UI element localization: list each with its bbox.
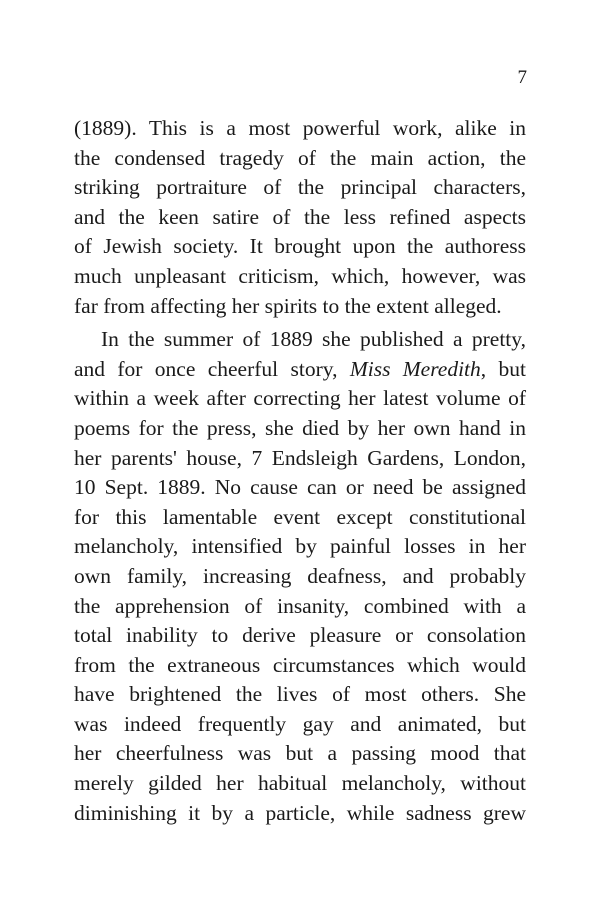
- text-line: (1889). This is a most powerful work, alike in: [74, 116, 526, 140]
- text-line: merely gilded her habitual melancholy, without: [74, 771, 526, 796]
- text-line: and the keen satire of the less refined aspects: [74, 204, 526, 229]
- text-line: the condensed tragedy of the main action, the: [74, 145, 526, 170]
- text-line: 10 Sept. 1889. No cause can or need be assigned: [74, 475, 526, 500]
- book-title: Miss Meredith: [349, 356, 481, 381]
- text-line: In the summer of 1889 she published a pretty,: [101, 327, 526, 352]
- text-line: for this lamentable event except constitutional: [74, 504, 526, 529]
- text-line: her cheerfulness was but a passing mood that: [74, 741, 526, 766]
- text-line: striking portraiture of the principal characters,: [74, 175, 526, 200]
- text-line: of Jewish society. It brought upon the authoress: [74, 234, 526, 259]
- text-segment: , but: [480, 356, 526, 381]
- text-line: diminishing it by a particle, while sadness grew: [74, 800, 526, 825]
- text-line: the apprehension of insanity, combined with a: [74, 593, 526, 618]
- text-line: within a week after correcting her latest volume of: [74, 386, 526, 411]
- body-text: [74, 114, 526, 828]
- text-line: melancholy, intensified by painful losses in her: [74, 534, 526, 559]
- text-line: far from affecting her spirits to the extent alleged.: [74, 293, 502, 318]
- text-line: own family, increasing deafness, and probably: [74, 563, 526, 588]
- text-line: [74, 355, 526, 385]
- paragraph-1: [74, 114, 526, 321]
- text-line: her parents' house, 7 Endsleigh Gardens, London,: [74, 445, 526, 470]
- text-line: was indeed frequently gay and animated, but: [74, 711, 526, 736]
- text-line: poems for the press, she died by her own hand in: [74, 415, 526, 440]
- text-line: total inability to derive pleasure or consolation: [74, 623, 526, 648]
- text-line: have brightened the lives of most others. She: [74, 682, 526, 707]
- paragraph-2: [74, 325, 526, 828]
- text-segment: and for once cheerful story,: [74, 356, 350, 381]
- text-line: from the extraneous circumstances which would: [74, 652, 526, 677]
- page-number: 7: [517, 67, 527, 88]
- text-line: much unpleasant criticism, which, however, was: [74, 263, 526, 288]
